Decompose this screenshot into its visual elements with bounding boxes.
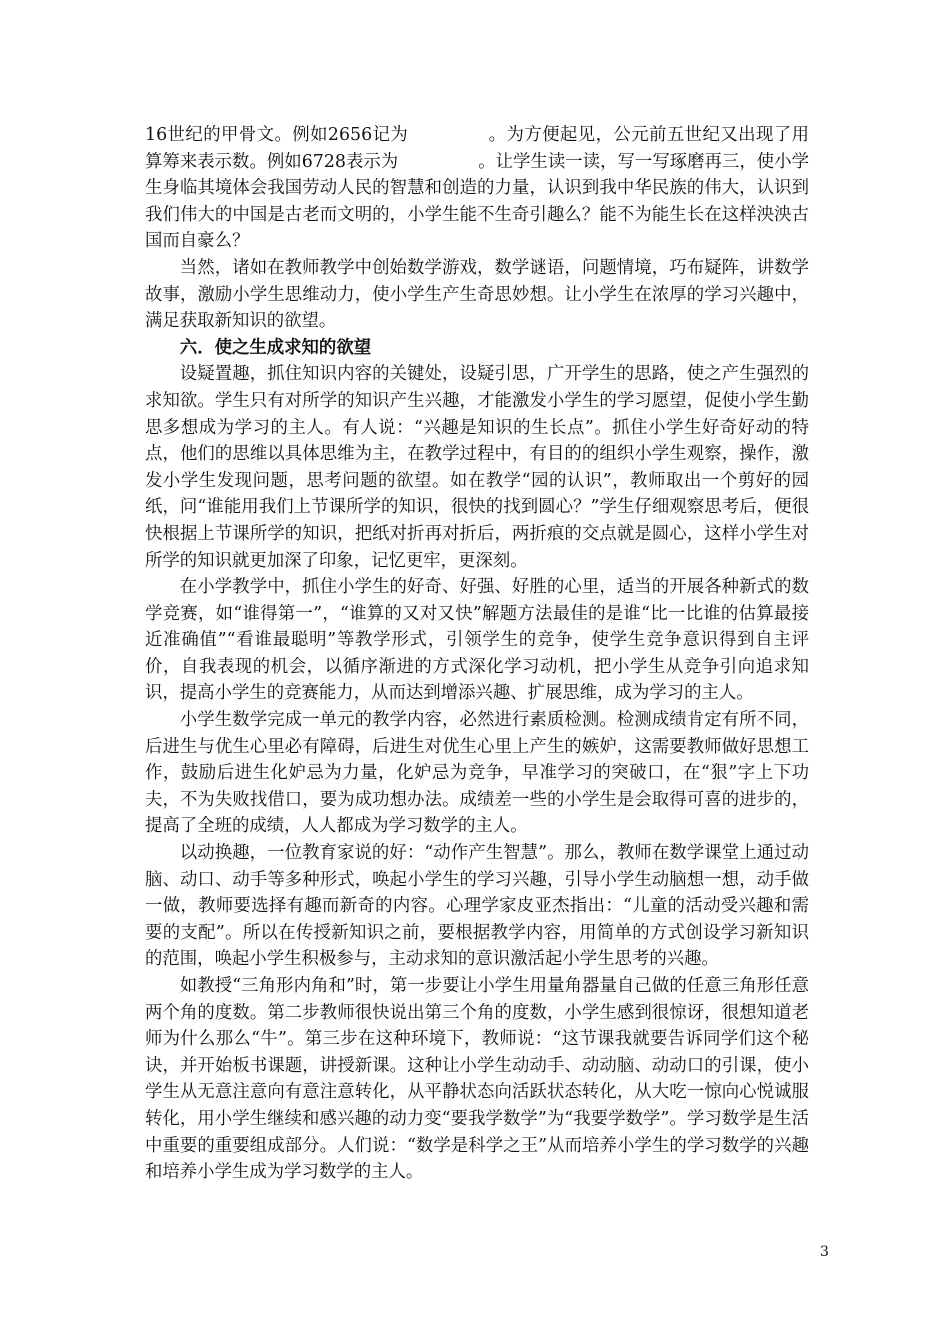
paragraph-math-games: 当然，诸如在教师教学中创始数学游戏，数学谜语，问题情境，巧布疑阵，讲数学故事，激励小学生思维动力，使小学生产生奇思妙想。让小学生在浓厚的学习兴趣中，满足获取新知识的欲望。 <box>145 257 809 332</box>
paragraph-action-interest: 以动换趣，一位教育家说的好：“动作产生智慧”。那么，教师在数学课堂上通过动脑、动口、动手等多种形式，唤起小学生的学习兴趣，引导小学生动脑想一想，动手做一做，教师要选择有趣而新奇的内容。心理学家皮亚杰指出：“儿童的活动受兴趣和需要的支配”。所以在传授新知识之前，要根据教学内容，用简单的方式创设学习新知识的范围，唤起小学生积极参与，主动求知的意识激活起小学生思考的兴趣。 <box>145 843 809 970</box>
paragraph-text-segment: 16世纪的甲骨文。例如2656记为 <box>145 125 409 145</box>
paragraph-quality-test: 小学生数学完成一单元的教学内容，必然进行素质检测。检测成绩肯定有所不同，后进生与优生心里必有障碍，后进生对优生心里上产生的嫉妒，这需要教师做好思想工作，鼓励后进生化妒忌为力量，化妒忌为竞争，早准学习的突破口，在“狠”字上下功夫，不为失败找借口，要为成功想办法。成绩差一些的小学生是会取得可喜的进步的，提高了全班的成绩，人人都成为学习数学的主人。 <box>145 710 809 837</box>
paragraph-text-segment: 。让学生读一读，写一写琢磨再三，使小学生身临其境体会我国劳动人民的智慧和创造的力量，认识到我中华民族的伟大，认识到我们伟大的中国是古老而文明的，小学生能不生奇引趣么？能不为能生长在这样泱泱古国而自豪么？ <box>145 151 809 252</box>
paragraph-competition: 在小学教学中，抓住小学生的好奇、好强、好胜的心里，适当的开展各种新式的数学竞赛，如“谁得第一”，“谁算的又对又快”解题方法最佳的是谁“比一比谁的估算最接近准确值”“看谁最聪明”等教学形式，引领学生的竞争，使学生竞争意识得到自主评价，自我表现的机会，以循序渐进的方式深化学习动机，把小学生从竞争引向追求知识，提高小学生的竞赛能力，从而达到增添兴趣、扩展思维，成为学习的主人。 <box>145 577 809 704</box>
document-body <box>145 122 809 1186</box>
section-heading-six: 六．使之生成求知的欲望 <box>179 337 372 358</box>
paragraph-set-doubt: 设疑置趣，抓住知识内容的关键处，设疑引思，广开学生的思路，使之产生强烈的求知欲。学生只有对所学的知识产生兴趣，才能激发小学生的学习愿望，促使小学生勤思多想成为学习的主人。有人说：“兴趣是知识的生长点”。抓住小学生好奇好动的特点，他们的思维以具体思维为主，在教学过程中，有目的的组织小学生观察，操作，激发小学生发现问题，思考问题的欲望。如在教学“园的认识”，教师取出一个剪好的园纸，问“谁能用我们上节课所学的知识，很快的找到圆心？”学生仔细观察思考后，便很快根据上节课所学的知识，把纸对折再对折后，两折痕的交点就是圆心，这样小学生对所学的知识就更加深了印象，记忆更牢，更深刻。 <box>145 364 809 571</box>
page-number: 3 <box>820 1244 829 1260</box>
paragraph-text-segment: 。为方便起见，公元前五世纪又出现了用算筹来表示数。例如6728表示为 <box>145 125 809 172</box>
paragraph-triangle-angles: 如教授“三角形内角和”时，第一步要让小学生用量角器量自己做的任意三角形任意两个角的度数。第二步教师很快说出第三个角的度数，小学生感到很惊讶，很想知道老师为什么那么“牛”。第三步在这种环境下，教师说：“这节课我就要告诉同学们这个秘诀，并开始板书课题，讲授新课。这种让小学生动动手、动动脑、动动口的引课，使小学生从无意注意向有意注意转化，从平静状态向活跃状态转化，从大吃一惊向心悦诚服转化，用小学生继续和感兴趣的动力变“要我学数学”为“我要学数学”。学习数学是生活中重要的重要组成部分。人们说：“数学是科学之王”从而培养小学生的学习数学的兴趣和培养小学生成为学习数学的主人。 <box>145 976 809 1183</box>
paragraph-oracle-bone-numerals <box>145 122 809 255</box>
